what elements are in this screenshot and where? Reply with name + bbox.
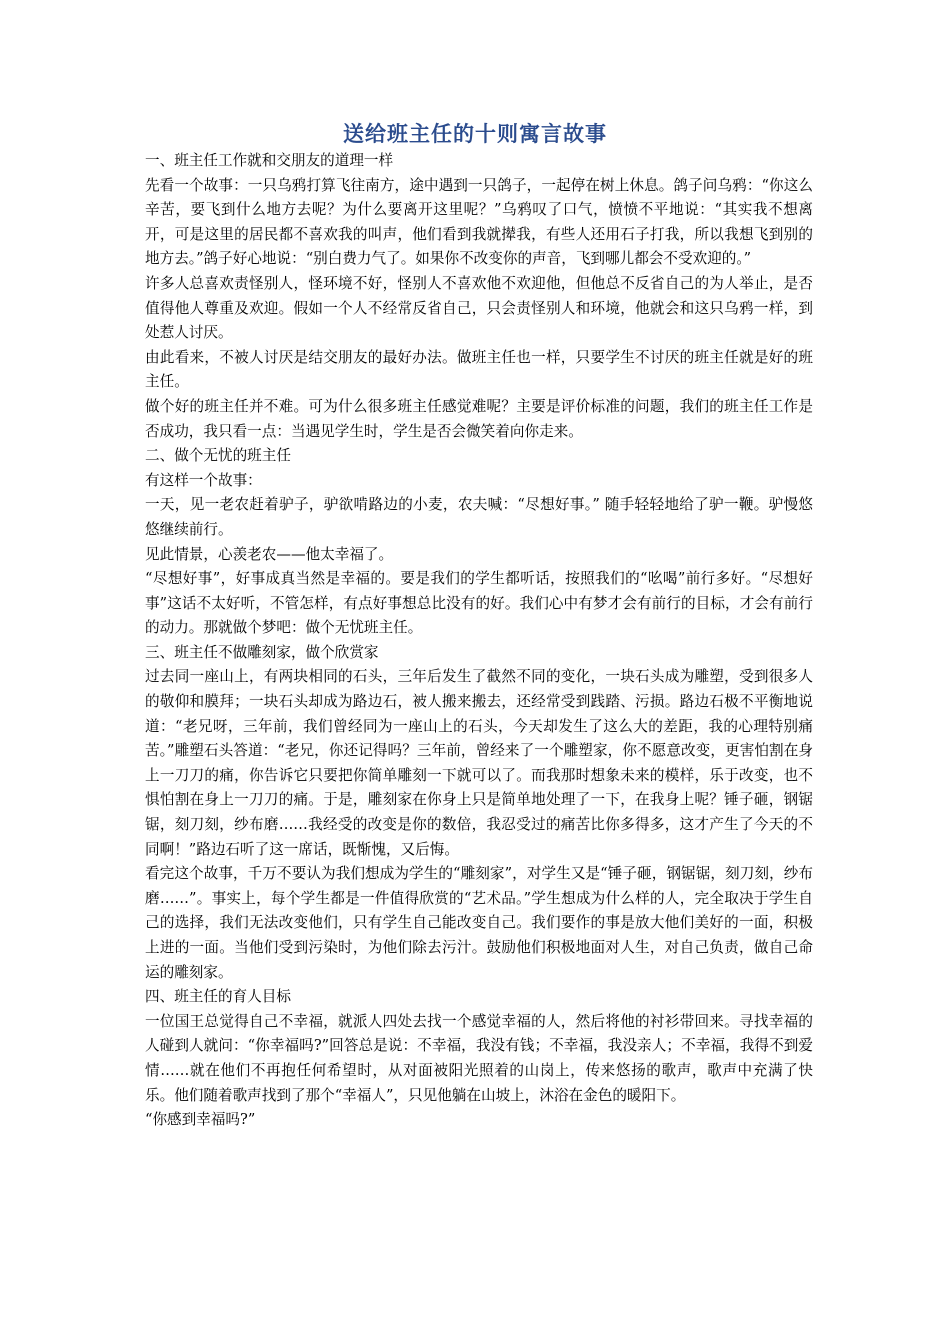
paragraph: 过去同一座山上，有两块相同的石头，三年后发生了截然不同的变化，一块石头成为雕塑，受到很多人的敬仰和膜拜；一块石头却成为路边石，被人搬来搬去，还经常受到践踏、污损。路边石极不平衡地说道：“老兄呀，三年前，我们曾经同为一座山上的石头，今天却发生了这么大的差距，我的心理特别痛苦。”雕塑石头答道：“老兄，你还记得吗？三年前，曾经来了一个雕塑家，你不愿意改变，更害怕割在身上一刀刀的痛，你告诉它只要把你简单雕刻一下就可以了。而我那时想象未来的模样，乐于改变，也不惧怕割在身上一刀刀的痛。于是，雕刻家在你身上只是简单地处理了一下，在我身上呢？锤子砸，钢锯锯，刻刀刻，纱布磨……我经受的改变是你的数倍，我忍受过的痛苦比你多得多，这才产生了今天的不同啊！”路边石听了这一席话，既惭愧，又后悔。 [145,668,813,858]
section-heading-4: 四、班主任的育人目标 [145,988,291,1006]
section-heading-2: 二、做个无忧的班主任 [145,447,291,465]
paragraph: 做个好的班主任并不难。可为什么很多班主任感觉难呢？主要是评价标准的问题，我们的班主任工作是否成功，我只看一点：当遇见学生时，学生是否会微笑着向你走来。 [145,397,813,440]
document-title: 送给班主任的十则寓言故事 [343,121,607,146]
paragraph: “尽想好事”，好事成真当然是幸福的。要是我们的学生都听话，按照我们的“吆喝”前行多好。“尽想好事”这话不太好听，不管怎样，有点好事想总比没有的好。我们心中有梦才会有前行的目标，才会有前行的动力。那就做个梦吧：做个无忧班主任。 [145,570,813,637]
paragraph: 一天，见一老农赶着驴子，驴欲啃路边的小麦，农夫喊：“尽想好事。” 随手轻轻地给了驴一鞭。驴慢悠悠继续前行。 [145,496,813,538]
section-heading-3: 三、班主任不做雕刻家，做个欣赏家 [145,643,379,661]
section-heading-1: 一、班主任工作就和交朋友的道理一样 [145,152,394,169]
paragraph: 由此看来，不被人讨厌是结交朋友的最好办法。做班主任也一样，只要学生不讨厌的班主任就是好的班主任。 [145,348,813,391]
paragraph: 有这样一个故事： [145,471,262,489]
paragraph: 许多人总喜欢责怪别人，怪环境不好，怪别人不喜欢他不欢迎他，但他总不反省自己的为人举止，是否值得他人尊重及欢迎。假如一个人不经常反省自己，只会责怪别人和环境，他就会和这只乌鸦一样，到处惹人讨厌。 [145,274,813,342]
paragraph: “你感到幸福吗?” [145,1111,256,1129]
paragraph: 见此情景，心羡老农——他太幸福了。 [145,545,394,563]
paragraph: 看完这个故事，千万不要认为我们想成为学生的“雕刻家”，对学生又是“锤子砸，钢锯锯，刻刀刻，纱布磨……”。事实上，每个学生都是一件值得欣赏的“艺术品。”学生想成为什么样的人，完全取决于学生自己的选择，我们无法改变他们，只有学生自己能改变自己。我们要作的事是放大他们美好的一面，积极上进的一面。当他们受到污染时，为他们除去污汁。鼓励他们积极地面对人生，对自己负责，做自己命运的雕刻家。 [145,865,813,981]
paragraph: 先看一个故事：一只乌鸦打算飞往南方，途中遇到一只鸽子，一起停在树上休息。鸽子问乌鸦：“你这么辛苦，要飞到什么地方去呢？为什么要离开这里呢？”乌鸦叹了口气，愤愤不平地说：“其实我不想离开，可是这里的居民都不喜欢我的叫声，他们看到我就撵我，有些人还用石子打我，所以我想飞到别的地方去。”鸽子好心地说：“别白费力气了。如果你不改变你的声音，飞到哪儿都会不受欢迎的。” [145,176,813,268]
paragraph: 一位国王总觉得自己不幸福，就派人四处去找一个感觉幸福的人，然后将他的衬衫带回来。寻找幸福的人碰到人就问：“你幸福吗?”回答总是说：不幸福，我没有钱；不幸福，我没亲人；不幸福，我得不到爱情……就在他们不再抱任何希望时，从对面被阳光照着的山岗上，传来悠扬的歌声，歌声中充满了快乐。他们随着歌声找到了那个“幸福人”，只见他躺在山坡上，沐浴在金色的暖阳下。 [145,1012,813,1104]
document-body [145,149,813,1133]
